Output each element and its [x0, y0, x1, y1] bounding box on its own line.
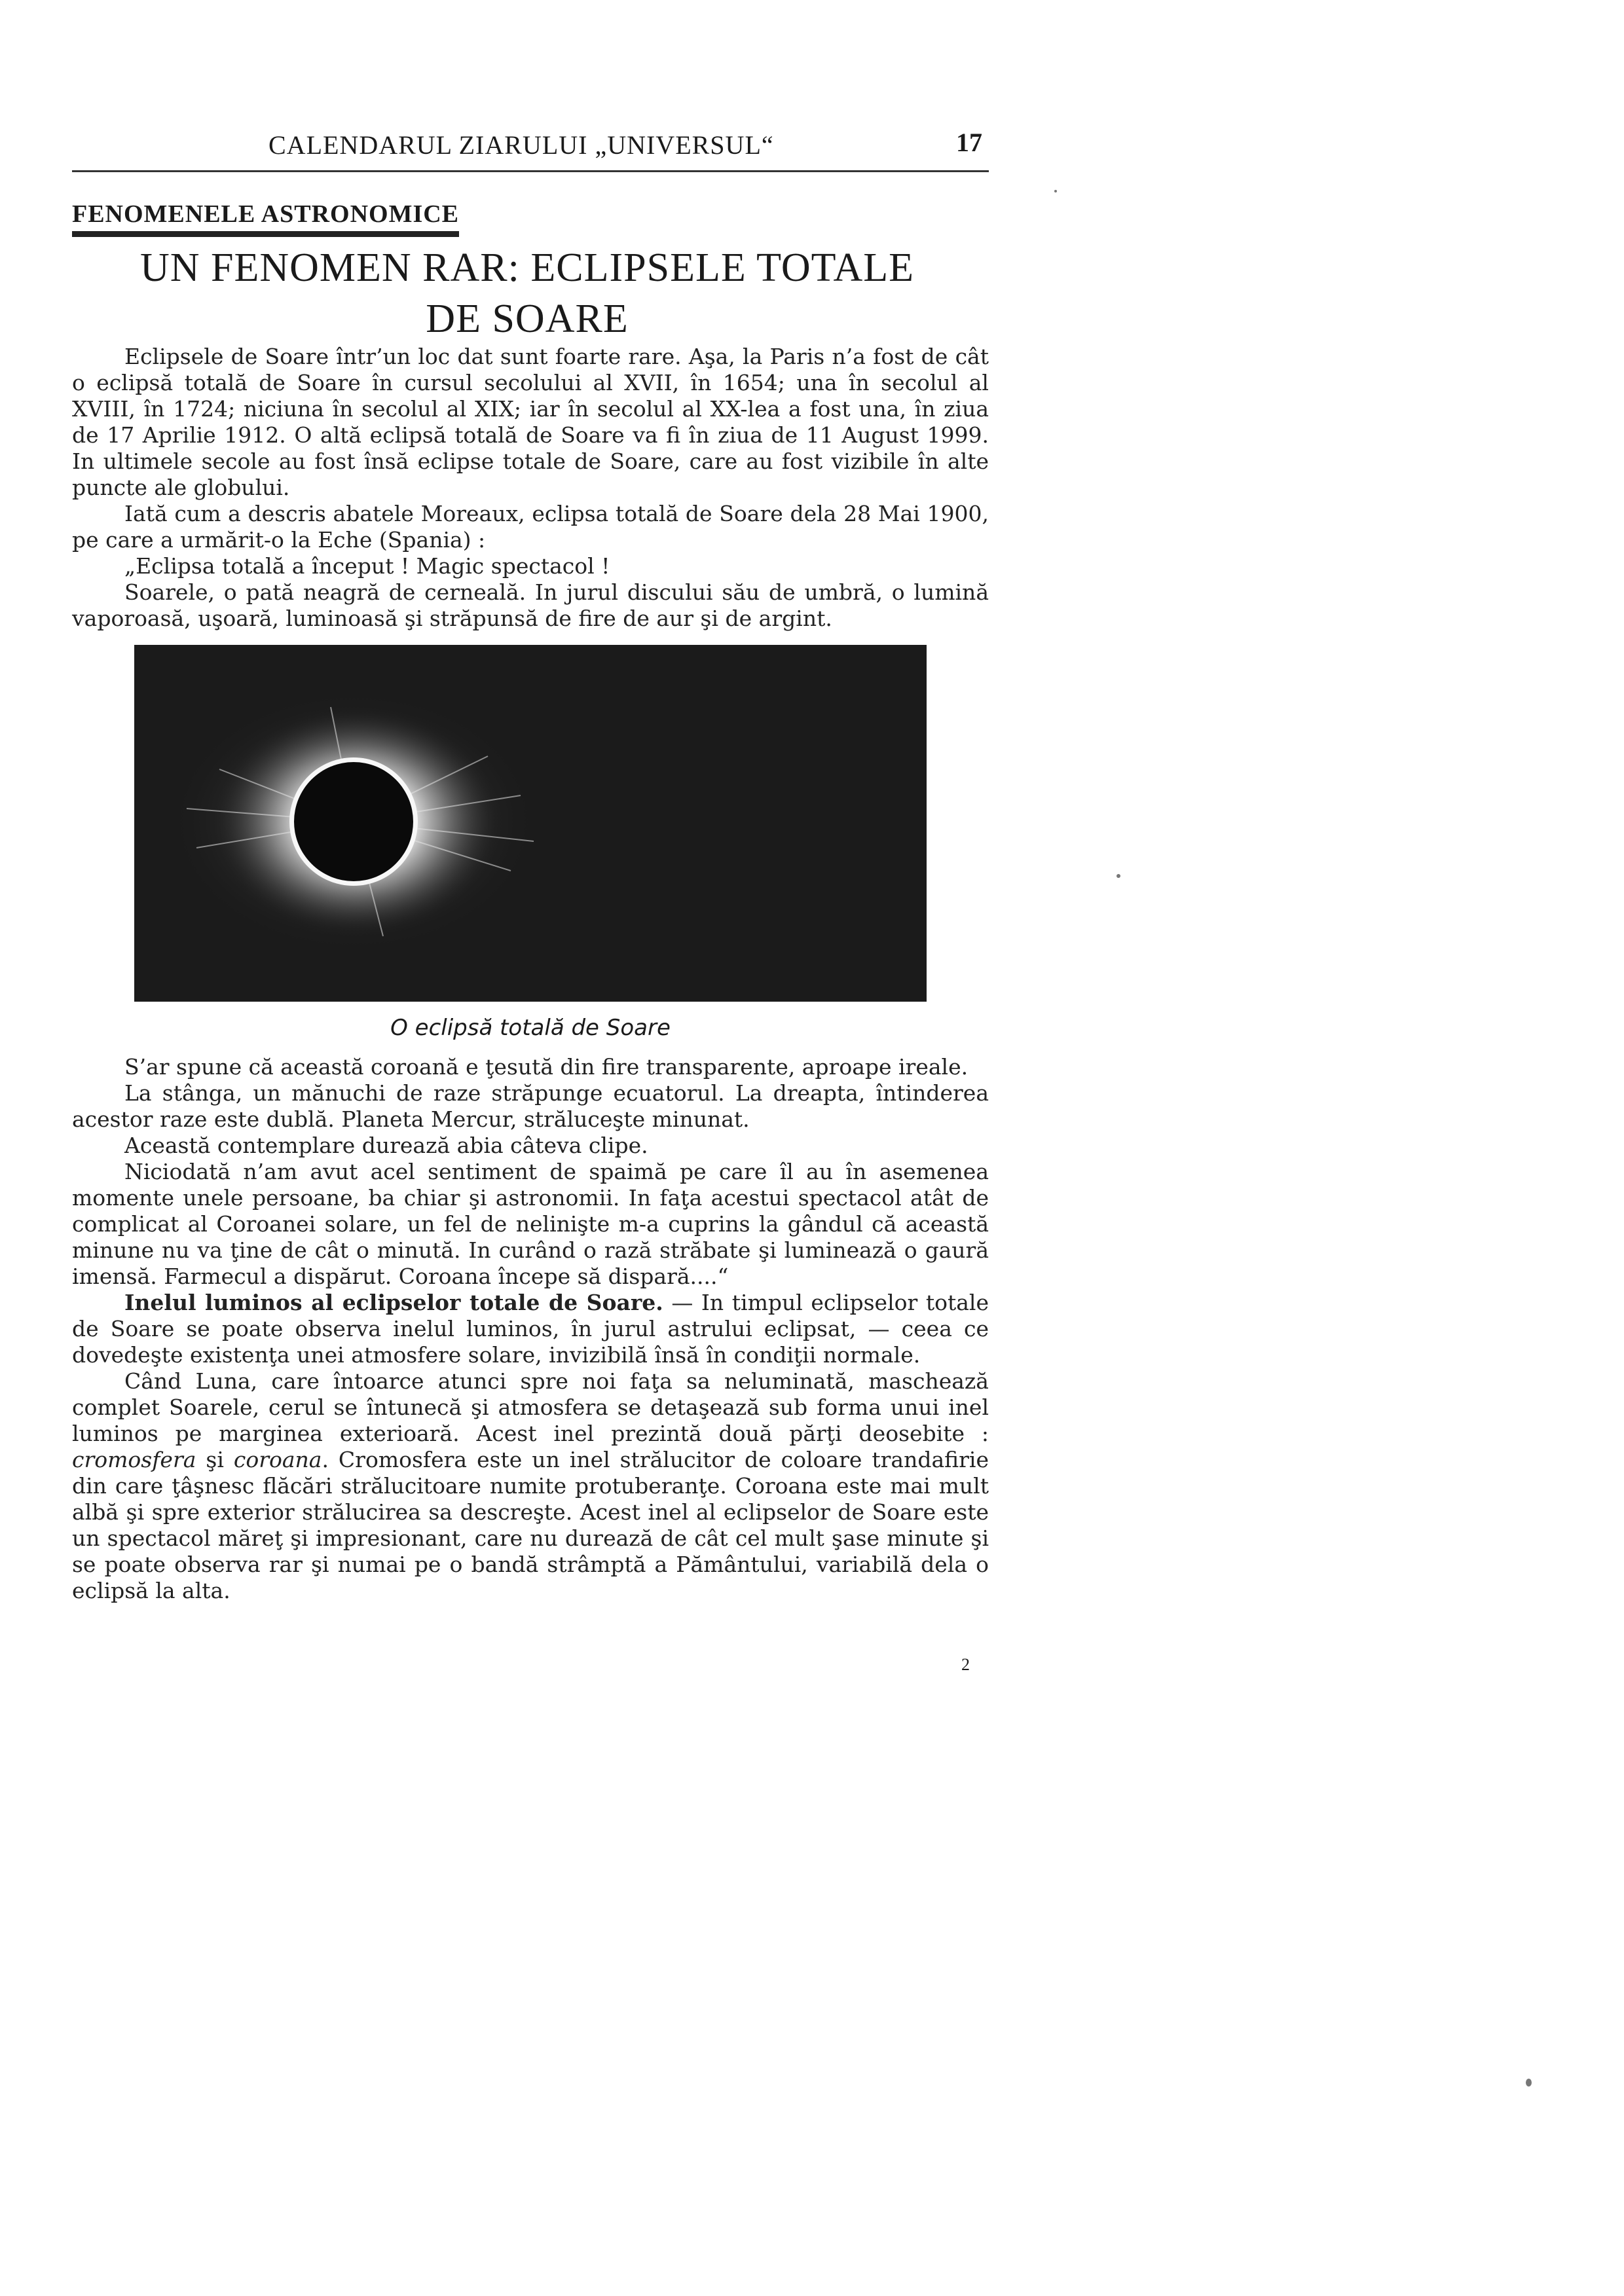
article-headline: UN FENOMEN RAR: ECLIPSELE TOTALE DE SOARE [139, 246, 915, 341]
article-intro [72, 344, 989, 632]
figure-caption: O eclipsă totală de Soare [390, 1015, 671, 1041]
page-number: 17 [956, 128, 982, 157]
running-title: CALENDARUL ZIARULUI „UNIVERSUL“ [268, 130, 774, 160]
subsection-intro: — In timpul eclipselor totale de Soare se poate observa inelul luminos, în jurul astrului eclipsat, — ceea ce dovedeşte existenţa unei atmosfere solare, invizibilă însă în condiţii normale. [72, 1290, 989, 1368]
paragraph-part: . Cromosfera este un inel strălucitor de coloare trandafirie din care ţâşnesc flăcări strălucitoare numite protuberanţe. Coroana este mai mult albă şi spre exterior strălucirea sa descreşte. Acest inel al eclipselor de Soare este un spectacol măreţ şi impresionant, care nu durează de cât cel mult şase minute şi se poate observa rar şi numai pe o bandă strâmptă a Pământului, variabilă dela o eclipsă la alta. [72, 1447, 989, 1603]
paragraph: Eclipsele de Soare într’un loc dat sunt foarte rare. Aşa, la Paris n’a fost de cât o eclipsă totală de Soare în cursul secolului al XVII, în 1654; una în secolul al XVIII, în 1724; niciuna în secolul al XIX; iar în secolul al XX-lea a fost una, în ziua de 17 Aprilie 1912. O altă eclipsă totală de Soare va fi în ziua de 11 August 1999. In ultimele secole au fost însă eclipse totale de Soare, care au fost vizibile în alte puncte ale globului. [72, 344, 989, 500]
eclipse-photo [134, 645, 927, 1002]
paragraph: Această contemplare durează abia câteva clipe. [124, 1133, 648, 1158]
paragraph: „Eclipsa totală a început ! Magic spectacol ! [124, 553, 610, 579]
paragraph: Iată cum a descris abatele Moreaux, eclipsa totală de Soare dela 28 Mai 1900, pe care a urmărit-o la Eche (Spania) : [72, 501, 989, 553]
subsection-paragraph [72, 1290, 989, 1368]
paragraph: S’ar spune că această coroană e ţesută din fire transparente, aproape ireale. [124, 1054, 969, 1080]
scan-speck [1526, 2079, 1532, 2086]
scan-speck [1116, 874, 1120, 878]
paragraph: Niciodată n’am avut acel sentiment de spaimă pe care îl au în asemenea momente unele persoane, ba chiar şi astronomii. In faţa acestui spectacol atât de complicat al Coroanei solare, un fel de nelinişte m-a cuprins la gândul că această minune nu va ţine de cât o minută. In curând o rază străbate şi luminează o gaură imensă. Farmecul a dispărut. Coroana începe să dispară....“ [72, 1159, 989, 1289]
scan-speck [1054, 190, 1057, 192]
paragraph-part: Când Luna, care întoarce atunci spre noi faţa sa neluminată, maschează complet Soarele, cerul se întunecă şi atmosfera se detaşează sub forma unui inel luminos pe marginea exterioară. Acest inel prezintă două părţi deosebite : [72, 1368, 989, 1446]
paragraph: Soarele, o pată neagră de cerneală. In jurul discului său de umbră, o lumină vaporoasă, uşoară, luminoasă şi străpunsă de fire de aur şi de argint. [72, 579, 989, 631]
term-corona: coroana [233, 1447, 322, 1472]
paragraph [72, 1368, 989, 1604]
conjunction: şi [196, 1447, 234, 1472]
running-header [72, 124, 989, 172]
paragraph: La stânga, un mănuchi de raze străpunge ecuatorul. La dreapta, întinderea acestor raze este dublă. Planeta Mercur, străluceşte minunat. [72, 1080, 989, 1132]
subsection-title: Inelul luminos al eclipselor totale de Soare. [124, 1290, 663, 1315]
term-chromosphere: cromosfera [72, 1447, 196, 1472]
signature-mark: 2 [961, 1655, 970, 1674]
article-body [72, 1054, 989, 1604]
section-label: FENOMENELE ASTRONOMICE [72, 200, 459, 237]
eclipse-corona-image [134, 645, 927, 1002]
